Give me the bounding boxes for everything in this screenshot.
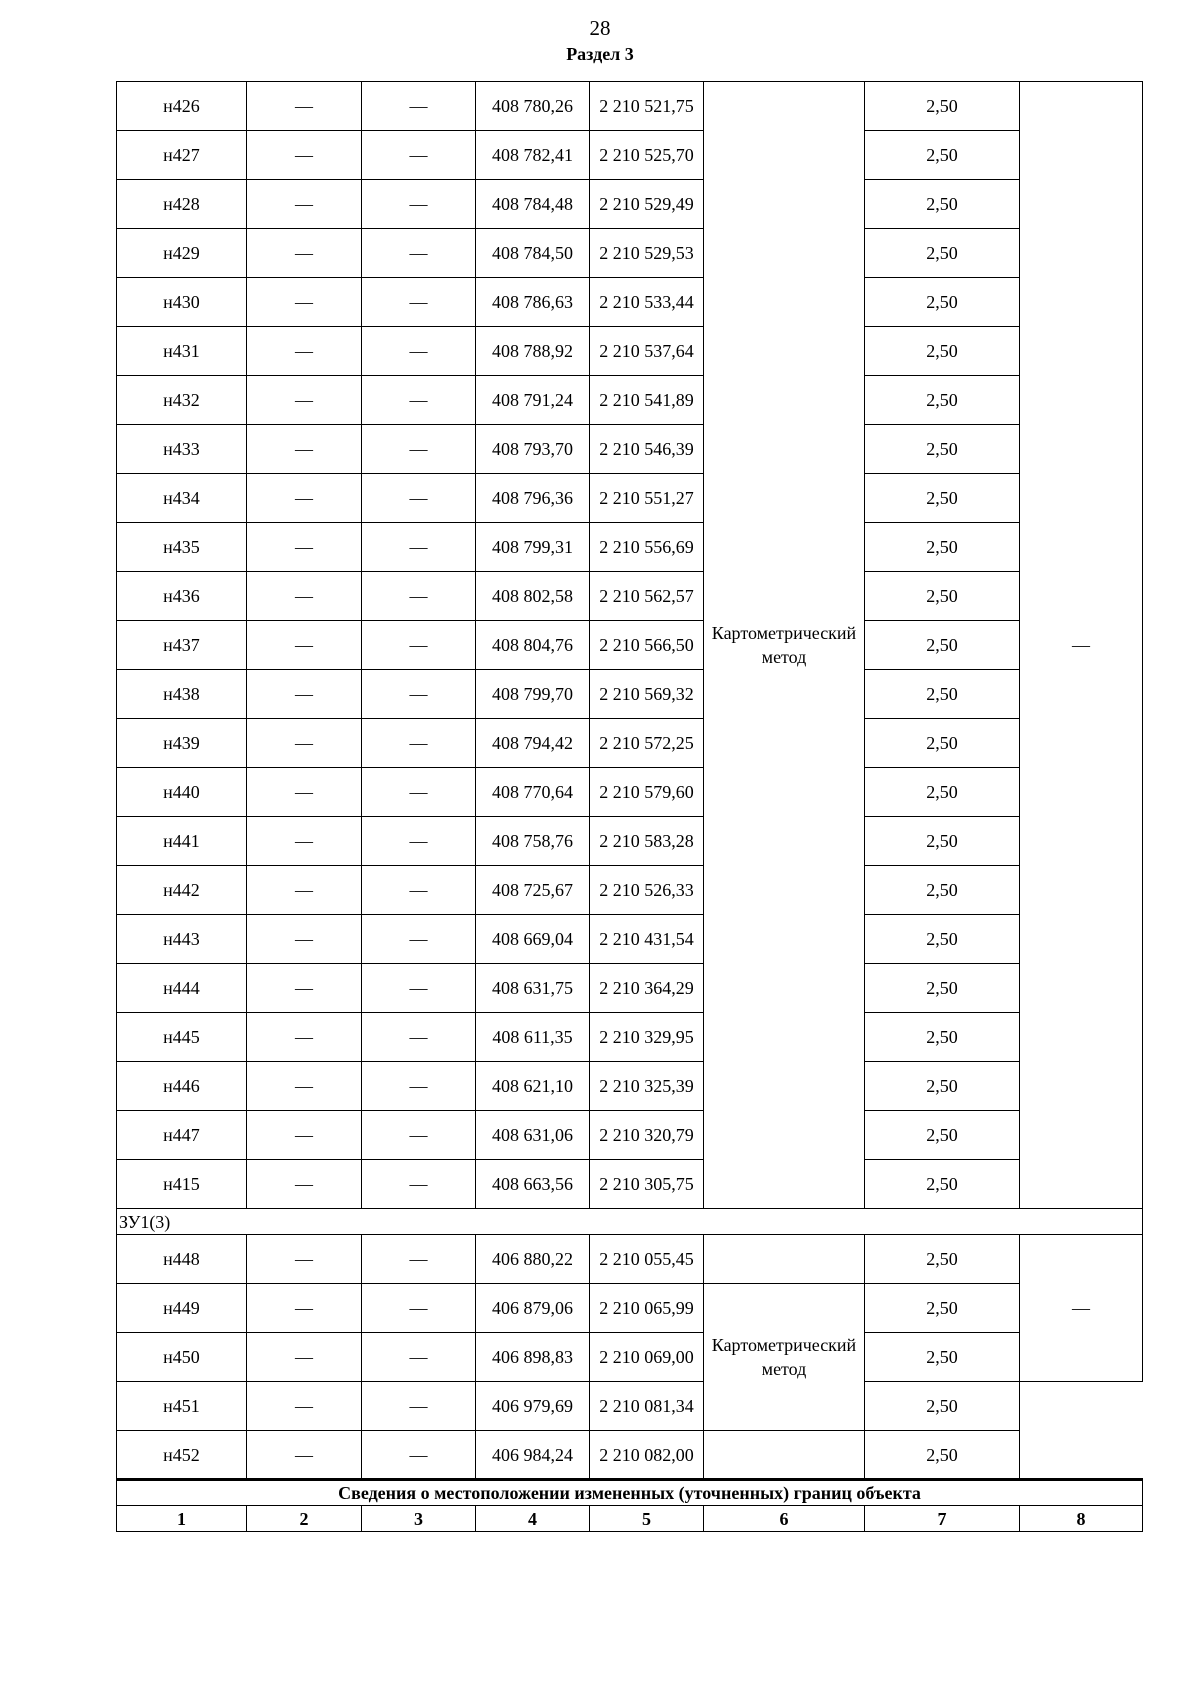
empty-dash: — <box>247 131 362 180</box>
point-name: н427 <box>117 131 247 180</box>
coordinate-x: 406 984,24 <box>476 1431 590 1480</box>
empty-dash: — <box>362 1160 476 1209</box>
empty-dash: — <box>247 327 362 376</box>
empty-dash: — <box>362 82 476 131</box>
empty-dash: — <box>247 915 362 964</box>
coordinate-x: 408 784,50 <box>476 229 590 278</box>
section-title: Раздел 3 <box>566 44 634 64</box>
group-label: ЗУ1(3) <box>117 1209 1143 1235</box>
coordinates-table <box>116 81 1143 1532</box>
point-name: н439 <box>117 719 247 768</box>
coordinate-x: 408 782,41 <box>476 131 590 180</box>
point-name: н449 <box>117 1284 247 1333</box>
coordinate-y: 2 210 566,50 <box>590 621 704 670</box>
point-name: н432 <box>117 376 247 425</box>
point-name: н441 <box>117 817 247 866</box>
accuracy: 2,50 <box>865 572 1020 621</box>
coordinate-x: 408 770,64 <box>476 768 590 817</box>
point-name: н426 <box>117 82 247 131</box>
empty-dash: — <box>247 474 362 523</box>
empty-dash: — <box>362 1111 476 1160</box>
empty-dash: — <box>247 817 362 866</box>
empty-dash: — <box>362 278 476 327</box>
column-number: 8 <box>1020 1506 1143 1532</box>
table-row <box>117 1382 1143 1431</box>
column-8-value: — <box>1020 1235 1143 1382</box>
coordinate-x: 408 791,24 <box>476 376 590 425</box>
point-name: н430 <box>117 278 247 327</box>
caption-row <box>117 1480 1143 1506</box>
table-row <box>117 670 1143 719</box>
coordinate-y: 2 210 081,34 <box>590 1382 704 1431</box>
point-name: н445 <box>117 1013 247 1062</box>
coordinate-x: 408 799,70 <box>476 670 590 719</box>
accuracy: 2,50 <box>865 670 1020 719</box>
column-number: 5 <box>590 1506 704 1532</box>
table-row <box>117 768 1143 817</box>
coordinate-y: 2 210 583,28 <box>590 817 704 866</box>
table-row <box>117 866 1143 915</box>
empty-dash: — <box>362 474 476 523</box>
table-row <box>117 1333 1143 1382</box>
table-row <box>117 1431 1143 1480</box>
accuracy: 2,50 <box>865 866 1020 915</box>
column-number: 3 <box>362 1506 476 1532</box>
accuracy: 2,50 <box>865 1284 1020 1333</box>
table-row <box>117 1062 1143 1111</box>
column-numbers-row <box>117 1506 1143 1532</box>
point-name: н448 <box>117 1235 247 1284</box>
empty-dash: — <box>362 229 476 278</box>
point-name: н438 <box>117 670 247 719</box>
point-name: н437 <box>117 621 247 670</box>
empty-dash: — <box>362 180 476 229</box>
point-name: н447 <box>117 1111 247 1160</box>
accuracy: 2,50 <box>865 1382 1020 1431</box>
table-row <box>117 376 1143 425</box>
table-row <box>117 278 1143 327</box>
coordinate-x: 408 804,76 <box>476 621 590 670</box>
empty-dash: — <box>362 1235 476 1284</box>
empty-dash: — <box>362 1062 476 1111</box>
empty-dash: — <box>362 376 476 425</box>
coordinate-y: 2 210 579,60 <box>590 768 704 817</box>
empty-dash: — <box>247 1062 362 1111</box>
empty-dash: — <box>247 425 362 474</box>
coordinate-y: 2 210 551,27 <box>590 474 704 523</box>
coordinate-x: 408 788,92 <box>476 327 590 376</box>
accuracy: 2,50 <box>865 229 1020 278</box>
accuracy: 2,50 <box>865 915 1020 964</box>
table-row <box>117 131 1143 180</box>
accuracy: 2,50 <box>865 523 1020 572</box>
coordinate-x: 408 663,56 <box>476 1160 590 1209</box>
coordinate-x: 408 631,06 <box>476 1111 590 1160</box>
method-cell: Картометрический метод <box>704 1284 865 1431</box>
empty-dash: — <box>247 82 362 131</box>
table-row <box>117 327 1143 376</box>
point-name: н431 <box>117 327 247 376</box>
empty-dash: — <box>362 572 476 621</box>
column-8-value: — <box>1020 82 1143 1209</box>
point-name: н444 <box>117 964 247 1013</box>
table-row <box>117 817 1143 866</box>
coordinate-y: 2 210 556,69 <box>590 523 704 572</box>
coordinate-y: 2 210 325,39 <box>590 1062 704 1111</box>
coordinate-y: 2 210 537,64 <box>590 327 704 376</box>
empty-dash: — <box>247 1235 362 1284</box>
table-row <box>117 915 1143 964</box>
accuracy: 2,50 <box>865 719 1020 768</box>
coordinate-x: 406 880,22 <box>476 1235 590 1284</box>
coordinate-y: 2 210 521,75 <box>590 82 704 131</box>
accuracy: 2,50 <box>865 180 1020 229</box>
empty-dash: — <box>362 964 476 1013</box>
table-row <box>117 425 1143 474</box>
accuracy: 2,50 <box>865 425 1020 474</box>
coordinate-y: 2 210 529,49 <box>590 180 704 229</box>
point-name: н440 <box>117 768 247 817</box>
coordinate-y: 2 210 320,79 <box>590 1111 704 1160</box>
empty-dash: — <box>247 1333 362 1382</box>
table-row <box>117 1284 1143 1333</box>
empty-dash: — <box>362 425 476 474</box>
empty-dash: — <box>247 719 362 768</box>
table-row <box>117 719 1143 768</box>
table-row <box>117 523 1143 572</box>
point-name: н436 <box>117 572 247 621</box>
method-empty <box>704 1235 865 1284</box>
coordinate-y: 2 210 529,53 <box>590 229 704 278</box>
point-name: н415 <box>117 1160 247 1209</box>
coordinate-y: 2 210 533,44 <box>590 278 704 327</box>
point-name: н442 <box>117 866 247 915</box>
empty-dash: — <box>247 866 362 915</box>
coordinate-x: 408 669,04 <box>476 915 590 964</box>
method-cell: Картометрический метод <box>704 82 865 1209</box>
table-caption: Сведения о местоположении измененных (уточненных) границ объекта <box>117 1480 1143 1506</box>
coordinate-y: 2 210 329,95 <box>590 1013 704 1062</box>
column-number: 2 <box>247 1506 362 1532</box>
accuracy: 2,50 <box>865 131 1020 180</box>
empty-dash: — <box>247 621 362 670</box>
accuracy: 2,50 <box>865 1062 1020 1111</box>
empty-dash: — <box>247 1013 362 1062</box>
accuracy: 2,50 <box>865 327 1020 376</box>
accuracy: 2,50 <box>865 768 1020 817</box>
empty-dash: — <box>247 572 362 621</box>
coordinate-x: 408 725,67 <box>476 866 590 915</box>
accuracy: 2,50 <box>865 964 1020 1013</box>
empty-dash: — <box>247 180 362 229</box>
coordinate-y: 2 210 055,45 <box>590 1235 704 1284</box>
coordinate-x: 408 796,36 <box>476 474 590 523</box>
coordinate-x: 408 611,35 <box>476 1013 590 1062</box>
empty-dash: — <box>362 768 476 817</box>
empty-dash: — <box>362 1013 476 1062</box>
accuracy: 2,50 <box>865 1235 1020 1284</box>
coordinate-y: 2 210 526,33 <box>590 866 704 915</box>
empty-dash: — <box>362 719 476 768</box>
group-2-body <box>117 1235 1143 1480</box>
coordinate-x: 408 758,76 <box>476 817 590 866</box>
coordinate-y: 2 210 364,29 <box>590 964 704 1013</box>
empty-dash: — <box>247 1382 362 1431</box>
accuracy: 2,50 <box>865 1111 1020 1160</box>
accuracy: 2,50 <box>865 82 1020 131</box>
point-name: н443 <box>117 915 247 964</box>
group-1-body <box>117 82 1143 1209</box>
coordinate-y: 2 210 569,32 <box>590 670 704 719</box>
coordinate-y: 2 210 305,75 <box>590 1160 704 1209</box>
empty-dash: — <box>247 376 362 425</box>
coordinate-x: 408 631,75 <box>476 964 590 1013</box>
coordinate-x: 408 802,58 <box>476 572 590 621</box>
empty-dash: — <box>247 1431 362 1480</box>
table-footer <box>117 1480 1143 1532</box>
coordinate-y: 2 210 069,00 <box>590 1333 704 1382</box>
empty-dash: — <box>362 131 476 180</box>
table-row <box>117 1013 1143 1062</box>
empty-dash: — <box>362 1431 476 1480</box>
accuracy: 2,50 <box>865 1013 1020 1062</box>
empty-dash: — <box>247 1111 362 1160</box>
point-name: н434 <box>117 474 247 523</box>
coordinate-y: 2 210 065,99 <box>590 1284 704 1333</box>
coordinate-x: 406 879,06 <box>476 1284 590 1333</box>
page-number: 28 <box>589 16 611 40</box>
empty-dash: — <box>247 1160 362 1209</box>
point-name: н428 <box>117 180 247 229</box>
point-name: н451 <box>117 1382 247 1431</box>
empty-dash: — <box>247 768 362 817</box>
empty-dash: — <box>247 964 362 1013</box>
column-8-empty <box>1020 1382 1143 1480</box>
coordinate-y: 2 210 546,39 <box>590 425 704 474</box>
coordinate-y: 2 210 572,25 <box>590 719 704 768</box>
table-row <box>117 1111 1143 1160</box>
accuracy: 2,50 <box>865 817 1020 866</box>
empty-dash: — <box>362 915 476 964</box>
point-name: н452 <box>117 1431 247 1480</box>
point-name: н429 <box>117 229 247 278</box>
coordinate-x: 408 794,42 <box>476 719 590 768</box>
column-number: 6 <box>704 1506 865 1532</box>
empty-dash: — <box>362 327 476 376</box>
coordinate-y: 2 210 562,57 <box>590 572 704 621</box>
coordinate-y: 2 210 541,89 <box>590 376 704 425</box>
empty-dash: — <box>362 1382 476 1431</box>
method-empty <box>704 1431 865 1480</box>
accuracy: 2,50 <box>865 474 1020 523</box>
empty-dash: — <box>362 670 476 719</box>
empty-dash: — <box>362 1333 476 1382</box>
point-name: н435 <box>117 523 247 572</box>
column-number: 7 <box>865 1506 1020 1532</box>
coordinate-x: 408 786,63 <box>476 278 590 327</box>
coordinate-x: 408 784,48 <box>476 180 590 229</box>
table-row <box>117 621 1143 670</box>
coordinate-x: 408 621,10 <box>476 1062 590 1111</box>
empty-dash: — <box>247 278 362 327</box>
column-number: 4 <box>476 1506 590 1532</box>
coordinate-x: 408 793,70 <box>476 425 590 474</box>
accuracy: 2,50 <box>865 376 1020 425</box>
point-name: н450 <box>117 1333 247 1382</box>
empty-dash: — <box>362 621 476 670</box>
table-row <box>117 1235 1143 1284</box>
coordinate-y: 2 210 082,00 <box>590 1431 704 1480</box>
table-row <box>117 229 1143 278</box>
coordinate-y: 2 210 431,54 <box>590 915 704 964</box>
column-number: 1 <box>117 1506 247 1532</box>
accuracy: 2,50 <box>865 621 1020 670</box>
table-row <box>117 180 1143 229</box>
group-label-row <box>117 1209 1143 1235</box>
coordinate-x: 406 898,83 <box>476 1333 590 1382</box>
table-row <box>117 572 1143 621</box>
table-row <box>117 964 1143 1013</box>
empty-dash: — <box>362 817 476 866</box>
empty-dash: — <box>362 866 476 915</box>
accuracy: 2,50 <box>865 1333 1020 1382</box>
empty-dash: — <box>362 523 476 572</box>
empty-dash: — <box>362 1284 476 1333</box>
empty-dash: — <box>247 523 362 572</box>
coordinate-x: 408 799,31 <box>476 523 590 572</box>
accuracy: 2,50 <box>865 1160 1020 1209</box>
table-row <box>117 82 1143 131</box>
table-row <box>117 1160 1143 1209</box>
point-name: н446 <box>117 1062 247 1111</box>
point-name: н433 <box>117 425 247 474</box>
accuracy: 2,50 <box>865 278 1020 327</box>
table-row <box>117 474 1143 523</box>
empty-dash: — <box>247 229 362 278</box>
coordinate-y: 2 210 525,70 <box>590 131 704 180</box>
coordinate-x: 408 780,26 <box>476 82 590 131</box>
empty-dash: — <box>247 1284 362 1333</box>
coordinate-x: 406 979,69 <box>476 1382 590 1431</box>
group-2-header <box>117 1209 1143 1235</box>
empty-dash: — <box>247 670 362 719</box>
accuracy: 2,50 <box>865 1431 1020 1480</box>
